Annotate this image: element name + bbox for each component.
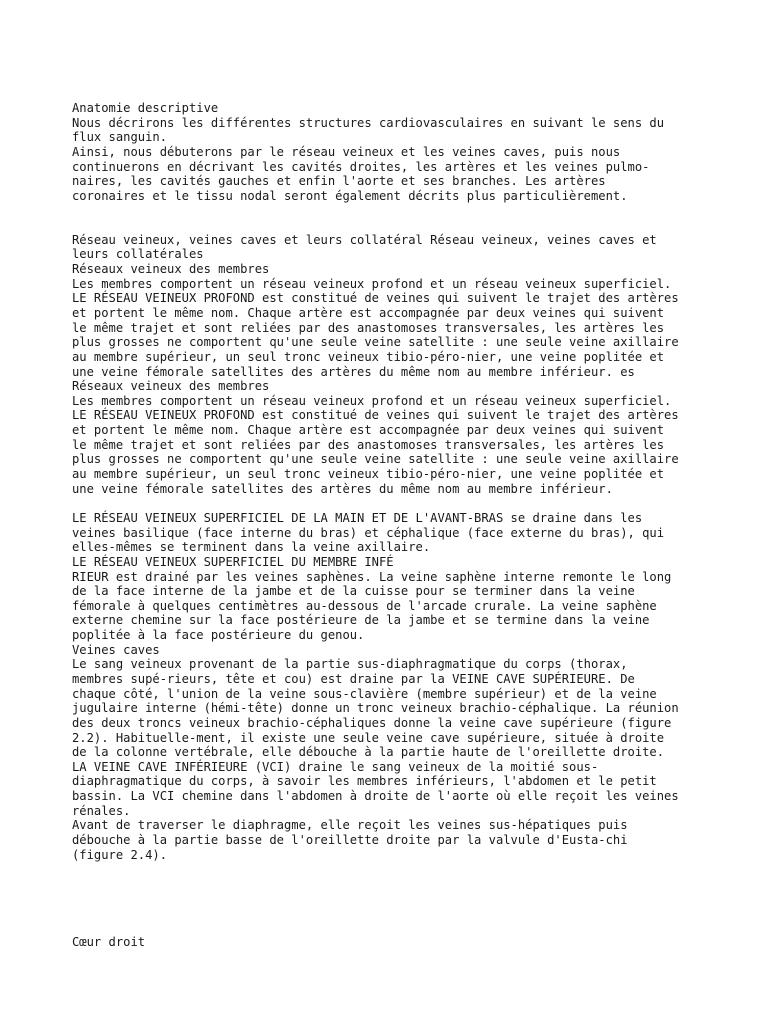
text-line: elles-mêmes se terminent dans la veine axillaire. [72,540,431,555]
text-line: de la face interne de la jambe et de la cuisse pour se terminer dans la veine [72,584,635,599]
text-line: une veine fémorale satellites des artères du même nom au membre inférieur. [72,481,613,496]
text-line: le même trajet et sont reliées par des anastomoses transversales, les artères les [72,437,665,452]
text-line: membres supé-rieurs, tête et cou) est draine par la VEINE CAVE SUPÉRIEURE. De [72,672,635,686]
text-line: naires, les cavités gauches et enfin l'aorte et ses branches. Les artères [72,174,606,189]
text-line: continuerons en décrivant les cavités droites, les artères et les veines pulmo- [72,159,650,174]
spacer [72,862,702,935]
text-line: des deux troncs veineux brachio-céphaliques donne la veine cave supérieure (figure [72,715,672,730]
section-superficiel-veines-caves [72,511,702,862]
text-line: rénales. [72,803,131,818]
text-line: Nous décrirons les différentes structures cardiovasculaires en suivant le sens du [72,115,665,130]
text-line: Avant de traverser le diaphragme, elle reçoit les veines sus-hépatiques puis [72,818,628,833]
text-line: coronaires et le tissu nodal seront également décrits plus particulièrement. [72,188,628,203]
intro-paragraph [72,101,702,203]
text-line: LE RÉSEAU VEINEUX SUPERFICIEL DU MEMBRE INFÉ [72,554,394,569]
text-line: flux sanguin. [72,130,168,145]
text-line: au membre supérieur, un seul tronc veineux tibio-péro-nier, une veine poplitée et [72,349,665,364]
text-line: Les membres comportent un réseau veineux profond et un réseau veineux superficiel. [72,393,672,408]
text-line: au membre supérieur, un seul tronc veineux tibio-péro-nier, une veine poplitée et [72,467,665,482]
document-page [72,101,702,950]
text-line: et portent le même nom. Chaque artère est accompagnée par deux veines qui suivent [72,423,665,438]
text-line: poplitée à la face postérieure du genou. [72,628,365,643]
text-line: (figure 2.4). [72,847,168,862]
text-line: RIEUR est drainé par les veines saphènes. La veine saphène interne remonte le long [72,569,672,584]
text-line: Le sang veineux provenant de la partie sus-diaphragmatique du corps (thorax, [72,657,628,672]
text-line: jugulaire interne (hémi-tête) donne un tronc veineux brachio-céphalique. La réunion [72,701,679,716]
section-heading: Réseau veineux, veines caves et leurs collatéral Réseau veineux, veines caves et [72,232,657,247]
text-line: de la colonne vertébrale, elle débouche à la partie haute de l'oreillette droite. [72,745,665,760]
text-line: LE RÉSEAU VEINEUX PROFOND est constitué de veines qui suivent le trajet des artères [72,408,679,423]
text-line: LE RÉSEAU VEINEUX SUPERFICIEL DE LA MAIN ET DE L'AVANT-BRAS se draine dans les [72,510,643,525]
text-line: bassin. La VCI chemine dans l'abdomen à droite de l'aorte où elle reçoit les veines [72,789,679,804]
text-line: et portent le même nom. Chaque artère est accompagnée par deux veines qui suivent [72,305,665,320]
text-line: chaque côté, l'union de la veine sous-clavière (membre supérieur) et de la veine [72,686,657,701]
text-line: LE RÉSEAU VEINEUX PROFOND est constitué de veines qui suivent le trajet des artères [72,291,679,306]
text-line: Ainsi, nous débuterons par le réseau veineux et les veines caves, puis nous [72,144,621,159]
text-line: débouche à la partie basse de l'oreillette droite par la valvule d'Eusta-chi [72,833,628,848]
subheading: Réseaux veineux des membres [72,379,270,394]
text-line: externe chemine sur la face postérieure de la jambe et se termine dans la veine [72,613,650,628]
text-line: une veine fémorale satellites des artères du même nom au membre inférieur. es [72,364,635,379]
text-line: Les membres comportent un réseau veineux profond et un réseau veineux superficiel. [72,276,672,291]
heading-anatomie: Anatomie descriptive [72,101,219,115]
text-line: le même trajet et sont reliées par des anastomoses transversales, les artères les [72,320,665,335]
heading-coeur-droit: Cœur droit [72,935,146,950]
section-reseau-veineux [72,233,702,497]
text-line: 2.2). Habituelle-ment, il existe une seule veine cave supérieure, située à droite [72,730,665,745]
spacer [72,496,702,511]
text-line: diaphragmatique du corps, à savoir les membres inférieurs, l'abdomen et le petit [72,774,657,789]
text-line: veines basilique (face interne du bras) et céphalique (face externe du bras), qui [72,525,665,540]
text-line: fémorale à quelques centimètres au-dessous de l'arcade crurale. La veine saphène [72,598,657,613]
section-heading: leurs collatérales [72,247,204,262]
text-line: plus grosses ne comportent qu'une seule veine satellite : une seule veine axillaire [72,335,679,350]
text-line: plus grosses ne comportent qu'une seule veine satellite : une seule veine axillaire [72,452,679,467]
subheading: Réseaux veineux des membres [72,262,270,277]
spacer [72,203,702,232]
text-line: LA VEINE CAVE INFÉRIEURE (VCI) draine le sang veineux de la moitié sous- [72,759,599,774]
subheading-veines-caves: Veines caves [72,642,160,657]
